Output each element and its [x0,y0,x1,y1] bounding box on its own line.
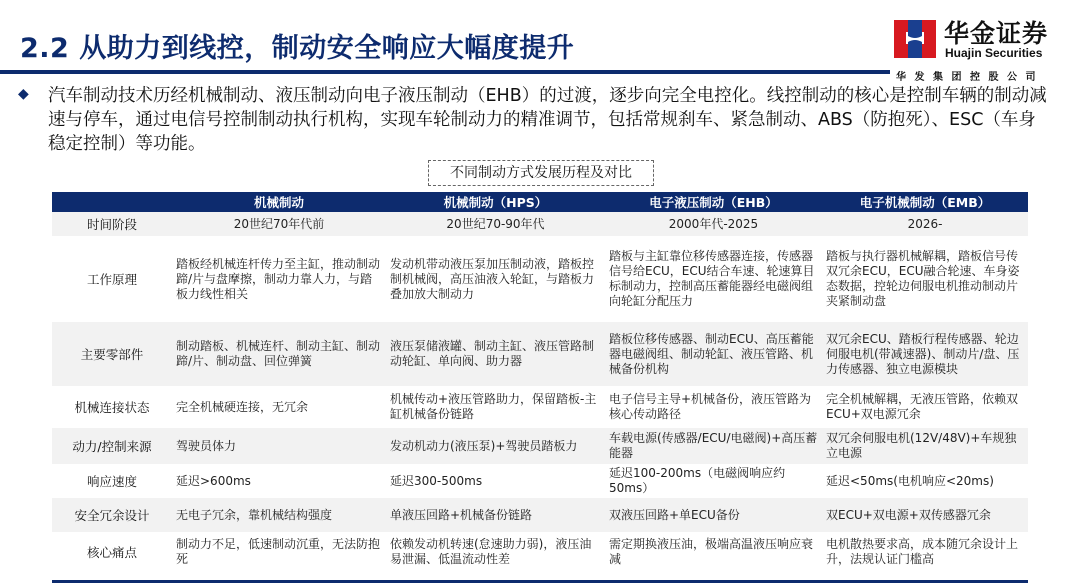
row-label: 工作原理 [52,236,172,322]
row-label: 核心痛点 [52,532,172,572]
table-cell: 延迟300-500ms [386,464,605,498]
table-cell: 电子信号主导+机械备份，液压管路为核心传动路径 [605,386,822,428]
table-cell: 完全机械硬连接，无冗余 [172,386,386,428]
table-header-row [52,192,1028,212]
table-cell: 无电子冗余，靠机械结构强度 [172,498,386,532]
table-cell: 单液压回路+机械备份链路 [386,498,605,532]
page-title: 2.2 从助力到线控，制动安全响应大幅度提升 [20,33,575,64]
table-cell: 车载电源(传感器/ECU/电磁阀)+高压蓄能器 [605,428,822,464]
logo-name-en: Huajin Securities [945,46,1043,60]
row-label: 机械连接状态 [52,386,172,428]
table-cell: 发动机带动液压泵加压制动液，踏板控制机械阀，高压油液入轮缸，与踏板力叠加放大制动力 [386,236,605,322]
header-emb: 电子机械制动（EMB） [822,192,1028,212]
table-cell: 依赖发动机转速(怠速助力弱)，液压油易泄漏、低温流动性差 [386,532,605,572]
table-cell: 机械传动+液压管路助力，保留踏板-主缸机械备份链路 [386,386,605,428]
table-cell: 双冗余伺服电机(12V/48V)+车规独立电源 [822,428,1028,464]
table-cell: 需定期换液压油，极端高温液压响应衰减 [605,532,822,572]
table-cell: 双液压回路+单ECU备份 [605,498,822,532]
table-cell: 双冗余ECU、踏板行程传感器、轮边伺服电机(带减速器)、制动片/盘、压力传感器、独立电源模块 [822,322,1028,386]
table-cell: 踏板与主缸靠位移传感器连接，传感器信号给ECU，ECU结合车速、轮速算目标制动力，控制高压蓄能器经电磁阀组向轮缸分配压力 [605,236,822,322]
huajin-logo-icon [892,16,938,62]
table-caption: 不同制动方式发展历程及对比 [428,160,654,186]
company-logo [892,14,1074,86]
comparison-table [52,192,1028,572]
header-mechanical: 机械制动 [172,192,386,212]
table-cell: 电机散热要求高，成本随冗余设计上升，法规认证门槛高 [822,532,1028,572]
table-cell: 制动力不足，低速制动沉重，无法防抱死 [172,532,386,572]
table-row [52,464,1028,498]
header-ehb: 电子液压制动（EHB） [605,192,822,212]
table-cell: 液压泵储液罐、制动主缸、液压管路制动轮缸、单向阀、助力器 [386,322,605,386]
header-cell-blank [52,192,172,212]
table-cell: 踏板位移传感器、制动ECU、高压蓄能器电磁阀组、制动轮缸、液压管路、机械备份机构 [605,322,822,386]
row-label: 响应速度 [52,464,172,498]
row-label: 主要零部件 [52,322,172,386]
table-cell: 踏板与执行器机械解耦，踏板信号传双冗余ECU，ECU融合轮速、车身姿态数据，控轮边伺服电机推动制动片夹紧制动盘 [822,236,1028,322]
logo-name-cn: 华金证券 [944,19,1049,48]
diamond-bullet-icon: ◆ [18,86,29,102]
table-cell: 双ECU+双电源+双传感器冗余 [822,498,1028,532]
row-label: 安全冗余设计 [52,498,172,532]
table-cell: 20世纪70年代前 [172,212,386,236]
table-row [52,236,1028,322]
table-cell: 延迟>600ms [172,464,386,498]
header-hps: 机械制动（HPS） [386,192,605,212]
table-row [52,322,1028,386]
table-cell: 完全机械解耦，无液压管路，依赖双ECU+双电源冗余 [822,386,1028,428]
table-cell: 踏板经机械连杆传力至主缸，推动制动蹄/片与盘摩擦，制动力靠人力，与踏板力线性相关 [172,236,386,322]
table-cell: 20世纪70-90年代 [386,212,605,236]
table-cell: 驾驶员体力 [172,428,386,464]
table-cell: 2000年代-2025 [605,212,822,236]
table-cell: 2026- [822,212,1028,236]
intro-text: 汽车制动技术历经机械制动、液压制动向电子液压制动（EHB）的过渡，逐步向完全电控化。线控制动的核心是控制车辆的制动减速与停车，通过电信号控制制动执行机构，实现车轮制动力的精准调节，包括常规刹车、紧急制动、ABS（防抱死）、ESC（车身稳定控制）等功能。 [48,86,1047,154]
table-bottom-rule [52,580,1028,583]
table-row [52,212,1028,236]
table-row [52,386,1028,428]
table-row [52,428,1028,464]
row-label: 动力/控制来源 [52,428,172,464]
table-cell: 制动踏板、机械连杆、制动主缸、制动蹄/片、制动盘、回位弹簧 [172,322,386,386]
table-row [52,498,1028,532]
table-cell: 延迟<50ms(电机响应<20ms) [822,464,1028,498]
intro-bullet [18,84,1048,156]
title-underline [0,70,890,74]
logo-subtitle: 华发集团控股公司 [896,72,1044,83]
table-row [52,532,1028,572]
table-cell: 发动机动力(液压泵)+驾驶员踏板力 [386,428,605,464]
row-label: 时间阶段 [52,212,172,236]
table-cell: 延迟100-200ms（电磁阀响应约50ms） [605,464,822,498]
